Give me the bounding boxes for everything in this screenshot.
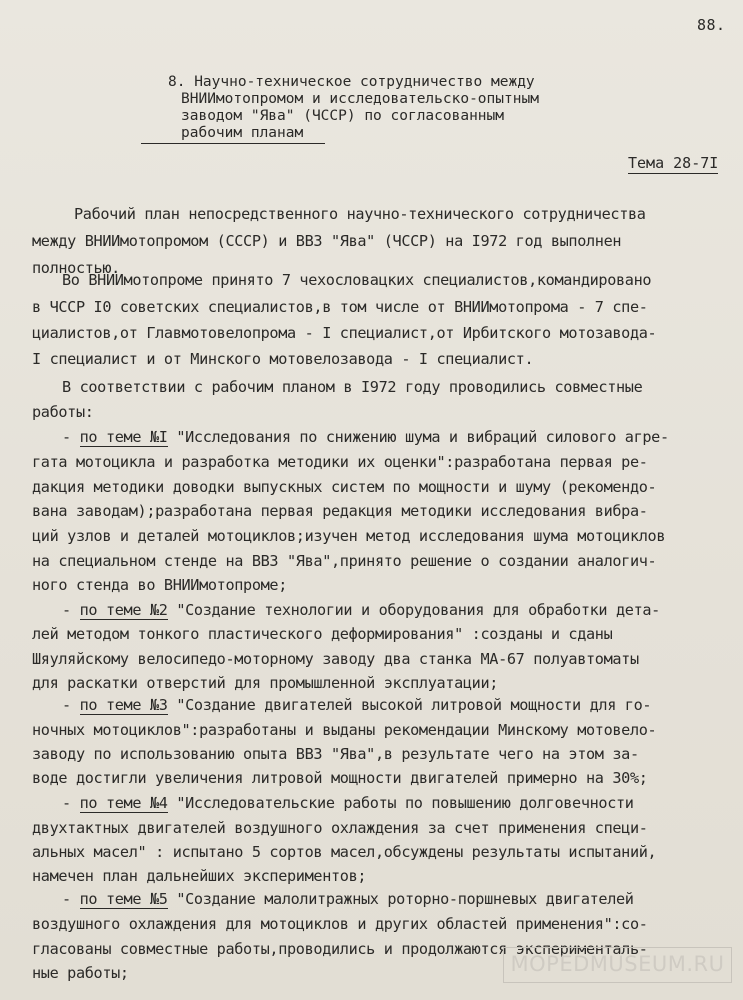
- body-line: ного стенда во ВНИИмотопроме;: [32, 576, 288, 594]
- body-line: гата мотоцикла и разработка методики их оценки":разработана первая ре-: [32, 453, 648, 471]
- topic-label: по теме №5: [79, 890, 168, 908]
- item-text: "Создание малолитражных роторно-поршневых двигателей: [167, 890, 634, 908]
- heading-line: заводом "Ява" (ЧССР) по согласованным: [181, 108, 505, 124]
- heading-line: рабочим планам: [141, 125, 325, 144]
- body-line: циалистов,от Главмотовелопрома - I специалист,от Ирбитского мотозавода-: [32, 324, 657, 342]
- item-dash: -: [62, 890, 71, 908]
- body-line: работы:: [32, 403, 94, 421]
- list-item-first-line: [62, 601, 660, 619]
- body-line: альных масел" : испытано 5 сортов масел,обсуждены результаты испытаний,: [32, 843, 657, 861]
- heading-line: 8. Научно-техническое сотрудничество между: [168, 74, 535, 90]
- watermark: MOPEDMUSEUM.RU: [503, 947, 732, 983]
- list-item-first-line: [62, 794, 634, 812]
- body-line: ные работы;: [32, 964, 129, 982]
- body-line: намечен план дальнейших экспериментов;: [32, 867, 367, 885]
- body-line: двухтактных двигателей воздушного охлаждения за счет применения специ-: [32, 819, 648, 837]
- item-dash: -: [62, 428, 71, 446]
- list-item-first-line: [62, 890, 634, 908]
- body-line: воздушного охлаждения для мотоциклов и других областей применения":со-: [32, 915, 648, 933]
- body-line: между ВНИИмотопромом (СССР) и ВВЗ "Ява" (ЧССР) на I972 год выполнен: [32, 232, 622, 250]
- item-text: "Создание двигателей высокой литровой мощности для го-: [167, 696, 652, 714]
- body-line: ночных мотоциклов":разработаны и выданы рекомендации Минскому мотовело-: [32, 721, 657, 739]
- topic-label: по теме №3: [79, 696, 168, 714]
- list-item-first-line: [62, 428, 669, 446]
- item-text: "Исследования по снижению шума и вибраций силового агре-: [167, 428, 669, 446]
- heading-line: ВНИИмотопромом и исследовательско-опытным: [181, 91, 539, 107]
- topic-tag: Тема 28-7I: [628, 154, 719, 172]
- body-line: Во ВНИИмотопроме принято 7 чехословацких специалистов,командировано: [62, 271, 652, 289]
- item-dash: -: [62, 601, 71, 619]
- body-line: I специалист и от Минского мотовелозавода - I специалист.: [32, 350, 534, 368]
- page-number: 88.: [697, 16, 726, 34]
- body-line: дакция методики доводки выпускных систем по мощности и шуму (рекомендо-: [32, 478, 657, 496]
- topic-label: по теме №2: [79, 601, 168, 619]
- item-text: "Создание технологии и оборудования для обработки дета-: [167, 601, 660, 619]
- item-dash: -: [62, 696, 71, 714]
- body-line: в ЧССР I0 советских специалистов,в том числе от ВНИИмотопрома - 7 спе-: [32, 298, 648, 316]
- body-line: ций узлов и деталей мотоциклов;изучен метод исследования шума мотоциклов: [32, 527, 666, 545]
- body-line: заводу по использованию опыта ВВЗ "Ява",в результате чего на этом за-: [32, 745, 639, 763]
- body-line: полностью.: [32, 259, 120, 277]
- topic-label: по теме №4: [79, 794, 168, 812]
- body-line: воде достигли увеличения литровой мощности двигателей примерно на 30%;: [32, 769, 648, 787]
- list-item-first-line: [62, 696, 651, 714]
- body-line: для раскатки отверстий для промышленной эксплуатации;: [32, 674, 499, 692]
- body-line: лей методом тонкого пластического деформирования" :созданы и сданы: [32, 625, 613, 643]
- body-line: на специальном стенде на ВВЗ "Ява",принято решение о создании аналогич-: [32, 552, 657, 570]
- item-dash: -: [62, 794, 71, 812]
- topic-label: по теме №I: [79, 428, 168, 446]
- body-line: вана заводам);разработана первая редакция методики исследования вибра-: [32, 502, 648, 520]
- body-line: гласованы совместные работы,проводились и продолжаются эксперименталь-: [32, 940, 648, 958]
- body-line: В соответствии с рабочим планом в I972 году проводились совместные: [62, 378, 643, 396]
- body-line: Рабочий план непосредственного научно-технического сотрудничества: [74, 205, 646, 223]
- body-line: Шяуляйскому велосипедо-моторному заводу два станка МА-67 полуавтоматы: [32, 650, 639, 668]
- item-text: "Исследовательские работы по повышению долговечности: [167, 794, 634, 812]
